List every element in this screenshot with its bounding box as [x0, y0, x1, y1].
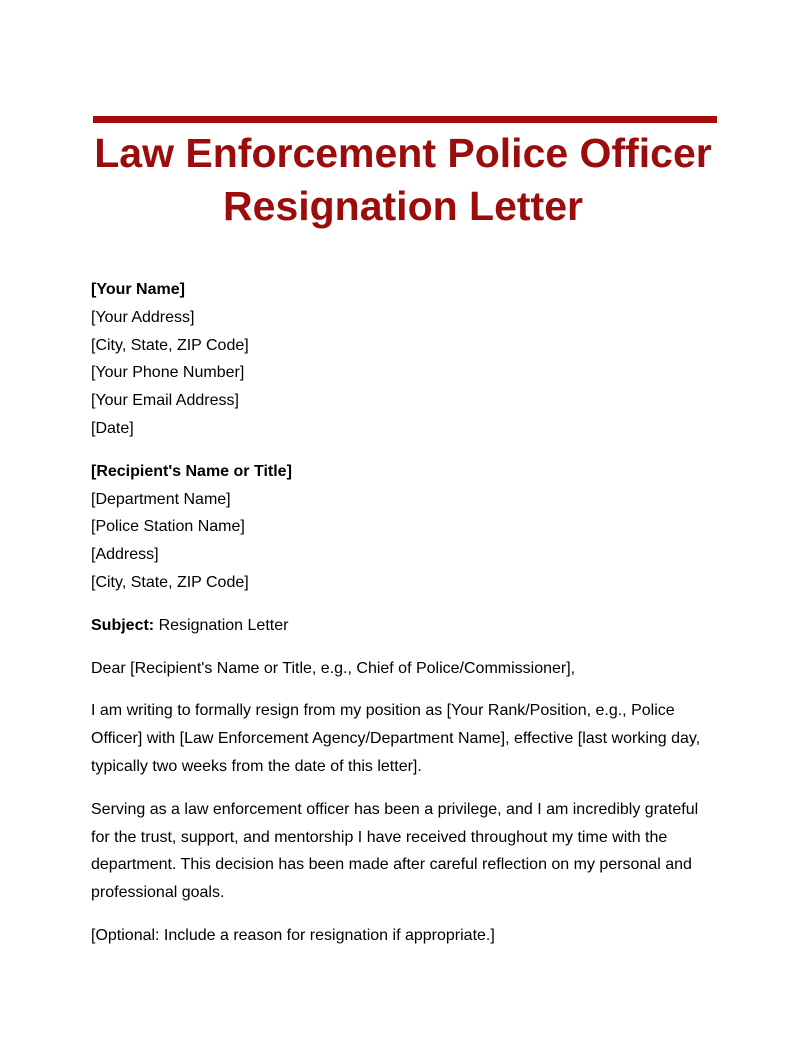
- salutation: Dear [Recipient's Name or Title, e.g., Chief of Police/Commissioner],: [91, 659, 576, 677]
- letter-date: [Date]: [91, 419, 134, 437]
- title-rule: [93, 116, 717, 123]
- recipient-name: [Recipient's Name or Title]: [91, 462, 292, 480]
- title-line-2: Resignation Letter: [223, 183, 583, 229]
- subject-value: Resignation Letter: [154, 616, 289, 634]
- paragraph-2: Serving as a law enforcement officer has been a privilege, and I am incredibly grateful for the trust, support, and mentorship I have received throughout my time with the department. This decision has been made after careful reflection on my personal and professional goals.: [91, 800, 699, 902]
- title-line-1: Law Enforcement Police Officer: [94, 130, 712, 176]
- recipient-address: [Address]: [91, 546, 159, 564]
- sender-address: [Your Address]: [91, 308, 195, 326]
- paragraph-1: I am writing to formally resign from my position as [Your Rank/Position, e.g., Police Officer] with [Law Enforcement Agency/Department Name], effective [last working day, typically two weeks from the date of this letter].: [91, 702, 701, 775]
- subject-line: [91, 612, 711, 640]
- sender-email: [Your Email Address]: [91, 392, 239, 410]
- sender-phone: [Your Phone Number]: [91, 364, 245, 382]
- sender-name: [Your Name]: [91, 281, 185, 298]
- recipient-block: [91, 458, 711, 597]
- recipient-city: [City, State, ZIP Code]: [91, 573, 249, 591]
- recipient-department: [Department Name]: [91, 490, 231, 508]
- sender-city: [City, State, ZIP Code]: [91, 336, 249, 354]
- letter-body: [91, 276, 711, 965]
- subject-label: Subject:: [91, 616, 155, 634]
- paragraph-3: [Optional: Include a reason for resignation if appropriate.]: [91, 926, 495, 944]
- page-title: [60, 127, 746, 233]
- recipient-station: [Police Station Name]: [91, 518, 245, 536]
- sender-block: [91, 276, 711, 443]
